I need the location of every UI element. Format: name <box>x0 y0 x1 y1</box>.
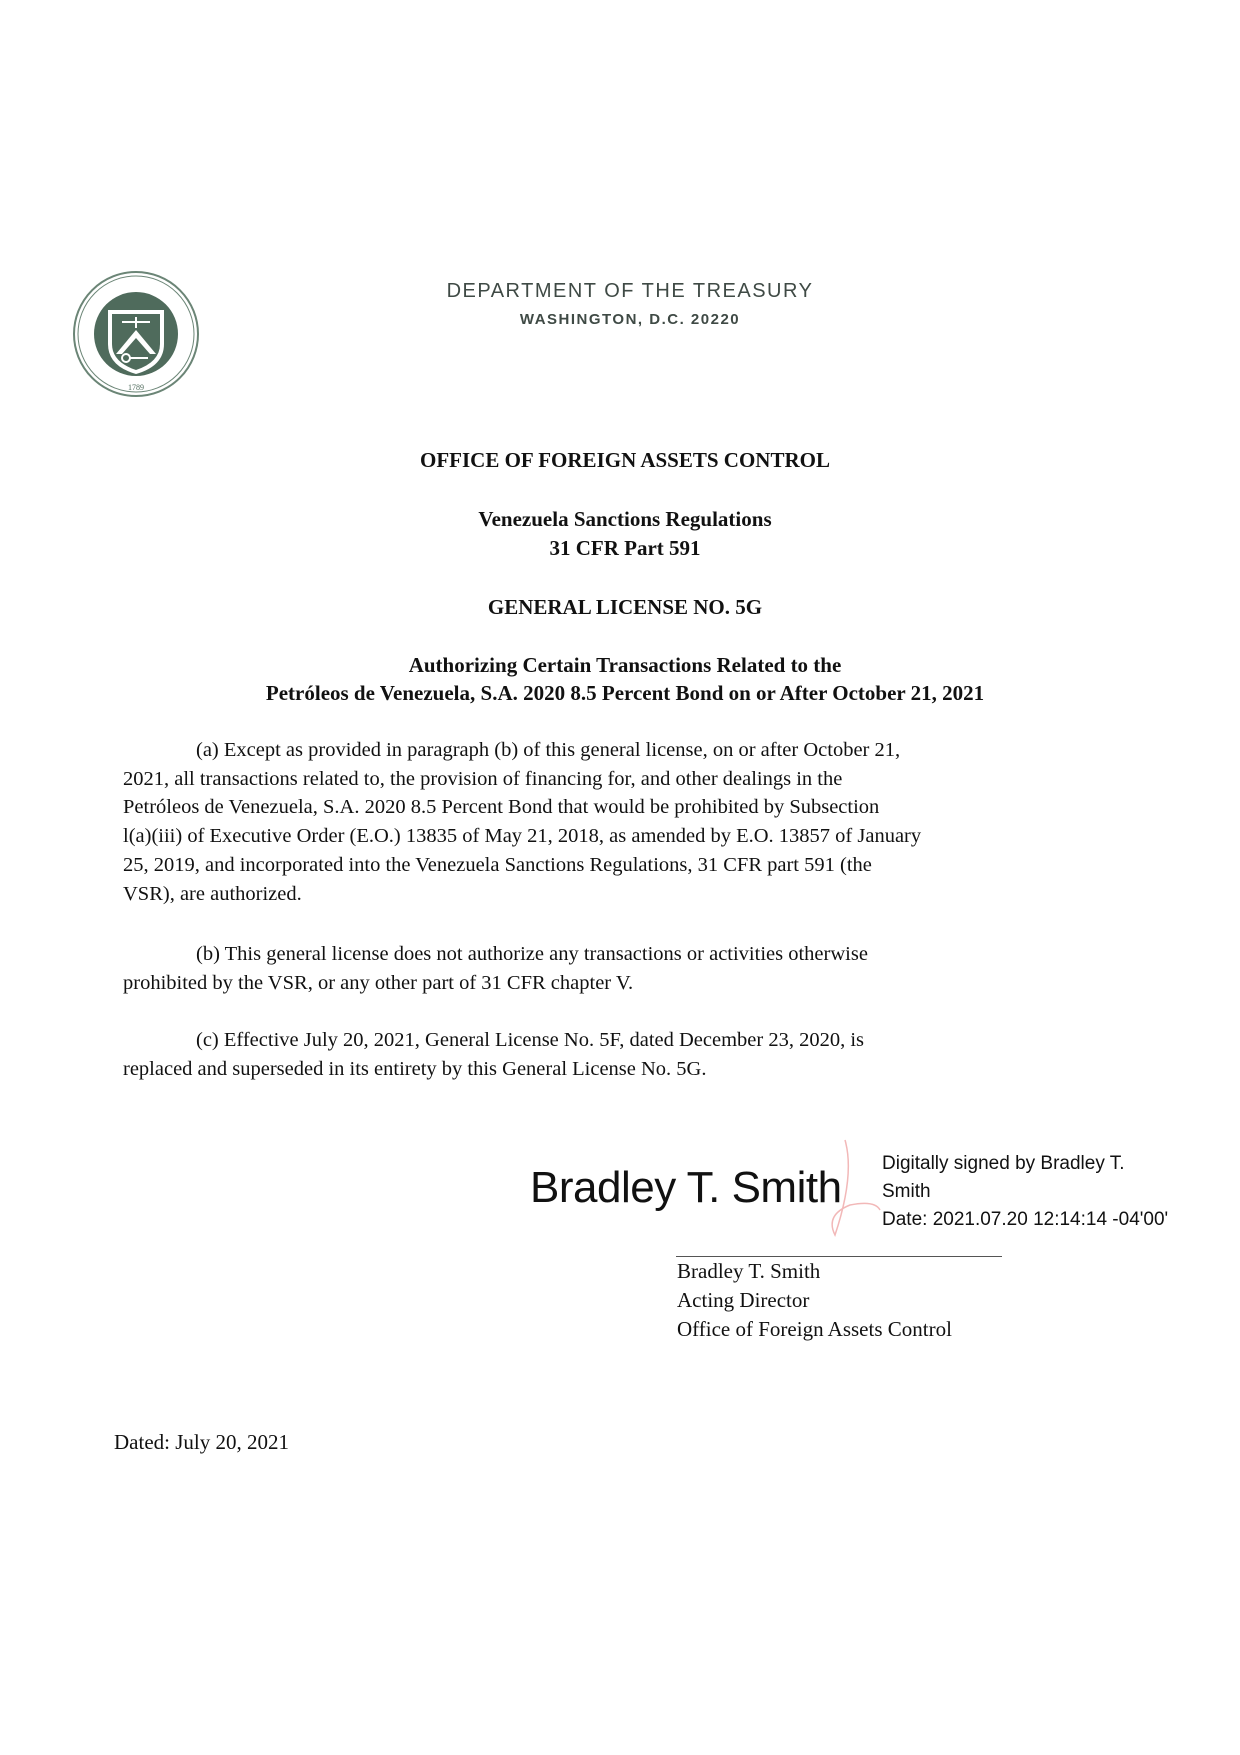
paragraph-line: replaced and superseded in its entirety by this General License No. 5G. <box>123 1057 707 1080</box>
license-heading: GENERAL LICENSE NO. 5G <box>487 595 763 619</box>
paragraph-line: l(a)(iii) of Executive Order (E.O.) 13835 of May 21, 2018, as amended by E.O. 13857 of January <box>123 825 922 848</box>
dated-line: Dated: July 20, 2021 <box>114 1430 289 1454</box>
subtitle-line-2: Petróleos de Venezuela, S.A. 2020 8.5 Percent Bond on or After October 21, 2021 <box>265 681 985 705</box>
paragraph-line: prohibited by the VSR, or any other part of 31 CFR chapter V. <box>123 971 634 994</box>
office-heading: OFFICE OF FOREIGN ASSETS CONTROL <box>420 448 830 472</box>
digital-signature-line: Digitally signed by Bradley T. <box>882 1153 1125 1174</box>
paragraph-c <box>123 1026 1123 1083</box>
svg-text:1789: 1789 <box>128 383 144 392</box>
signatory-title: Acting Director <box>677 1288 810 1312</box>
digital-signature-info <box>882 1150 1168 1234</box>
signature-name: Bradley T. Smith <box>530 1163 842 1212</box>
subtitle-line-1: Authorizing Certain Transactions Related to the <box>408 653 842 677</box>
paragraph-line: Petróleos de Venezuela, S.A. 2020 8.5 Percent Bond that would be prohibited by Subsection <box>123 796 880 819</box>
paragraph-line: 25, 2019, and incorporated into the Venezuela Sanctions Regulations, 31 CFR part 591 (the <box>123 853 872 876</box>
paragraph-line: (a) Except as provided in paragraph (b) of this general license, on or after October 21, <box>196 739 901 761</box>
paragraph-a <box>123 736 1123 908</box>
paragraph-line: (c) Effective July 20, 2021, General License No. 5F, dated December 23, 2020, is <box>196 1029 865 1051</box>
paragraph-b <box>123 940 1123 997</box>
paragraph-line: (b) This general license does not authorize any transactions or activities otherwise <box>196 943 868 965</box>
cfr-heading: 31 CFR Part 591 <box>549 536 701 560</box>
signatory-office: Office of Foreign Assets Control <box>677 1317 952 1341</box>
digital-signature-date: Date: 2021.07.20 12:14:14 -04'00' <box>882 1209 1169 1230</box>
department-address: WASHINGTON, D.C. 20220 <box>519 311 741 328</box>
department-heading: DEPARTMENT OF THE TREASURY <box>446 280 814 302</box>
signatory-name: Bradley T. Smith <box>677 1259 821 1283</box>
paragraph-line: VSR), are authorized. <box>123 882 302 905</box>
signatory-block <box>677 1257 952 1344</box>
paragraph-line: 2021, all transactions related to, the provision of financing for, and other dealings in the <box>123 767 843 790</box>
digital-signature-line: Smith <box>882 1181 931 1202</box>
regulations-heading: Venezuela Sanctions Regulations <box>478 507 772 531</box>
